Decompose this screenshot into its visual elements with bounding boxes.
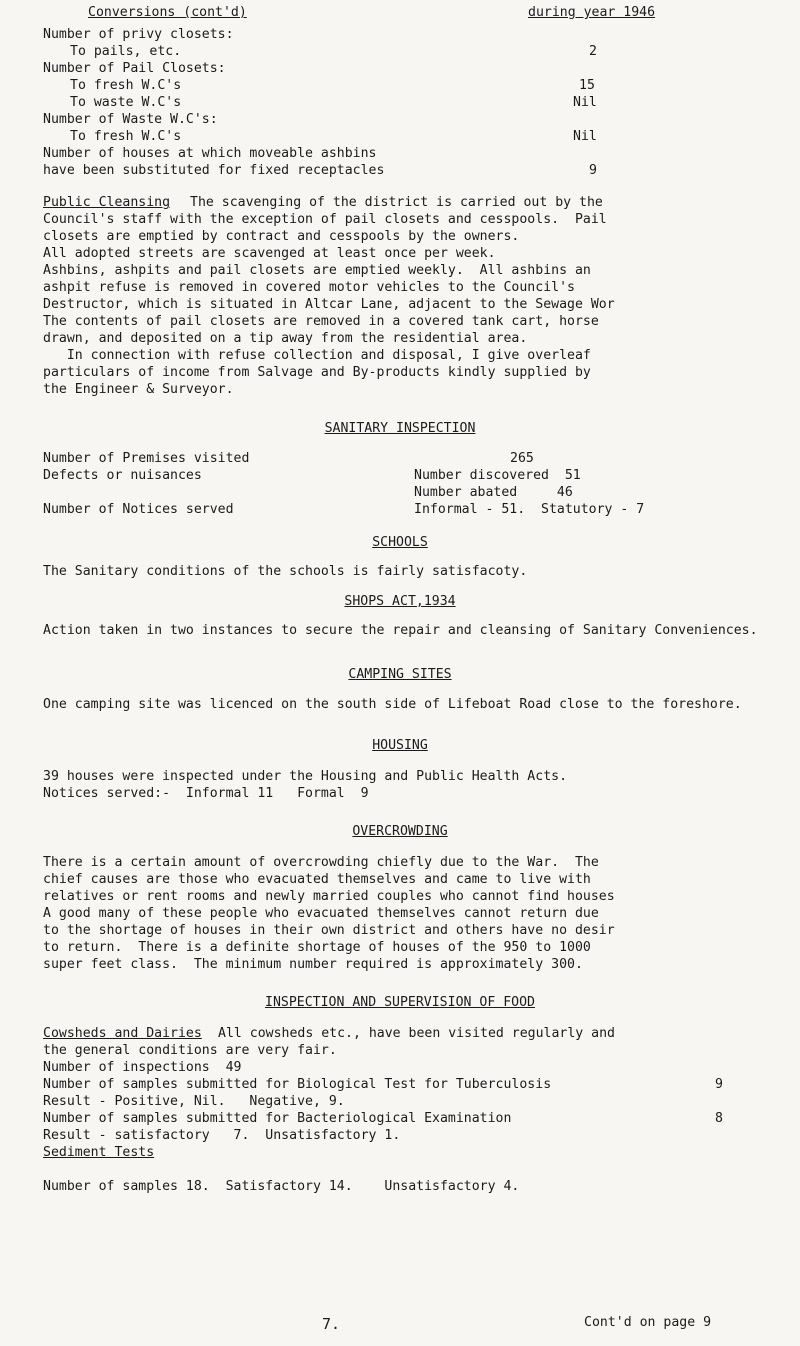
defects-label: Defects or nuisances — [43, 468, 202, 483]
food-inspection-heading: INSPECTION AND SUPERVISION OF FOOD — [265, 995, 535, 1010]
continued-note: Cont'd on page 9 — [584, 1315, 712, 1330]
schools-heading: SCHOOLS — [372, 535, 428, 550]
paragraph-line: Destructor, which is situated in Altcar Lane, adjacent to the Sewage Wor — [43, 297, 615, 312]
paragraph-line: Council's staff with the exception of pail closets and cesspools. Pail — [43, 212, 607, 227]
housing-notices: Notices served:- Informal 11 Formal 9 — [43, 786, 369, 801]
food-line: Number of samples submitted for Bacteriological Examination — [43, 1111, 512, 1126]
defects-discovered: Number discovered 51 — [414, 468, 581, 483]
premises-value: 265 — [510, 451, 534, 466]
conversion-label: Number of privy closets: — [43, 27, 234, 42]
overcrowding-heading: OVERCROWDING — [352, 824, 448, 839]
housing-line: 39 houses were inspected under the Housing and Public Health Acts. — [43, 769, 568, 784]
cowsheds-heading: Cowsheds and Dairies — [43, 1026, 202, 1041]
conversion-label: Number of Waste W.C's: — [43, 112, 218, 127]
paragraph-line: relatives or rent rooms and newly married couples who cannot find houses — [43, 889, 615, 904]
paragraph-line: to the shortage of houses in their own district and others have no desir — [43, 923, 615, 938]
sediment-tests-line: Number of samples 18. Satisfactory 14. Unsatisfactory 4. — [43, 1179, 520, 1194]
paragraph-line: All adopted streets are scavenged at least once per week. — [43, 246, 496, 261]
sanitary-inspection-heading: SANITARY INSPECTION — [324, 421, 476, 436]
paragraph-line: the Engineer & Surveyor. — [43, 382, 234, 397]
paragraph-line: chief causes are those who evacuated themselves and came to live with — [43, 872, 591, 887]
camping-sites-text: One camping site was licenced on the south side of Lifeboat Road close to the foreshore. — [43, 697, 742, 712]
conversion-label: To fresh W.C's — [70, 78, 182, 93]
paragraph-line: The scavenging of the district is carried out by the — [190, 195, 603, 210]
conversion-value: 9 — [589, 163, 597, 178]
food-line: Result - Positive, Nil. Negative, 9. — [43, 1094, 345, 1109]
conversion-label: Number of Pail Closets: — [43, 61, 226, 76]
conversion-label: To pails, etc. — [70, 44, 182, 59]
paragraph-line: to return. There is a definite shortage of houses of the 950 to 1000 — [43, 940, 591, 955]
paragraph-line: Ashbins, ashpits and pail closets are emptied weekly. All ashbins an — [43, 263, 591, 278]
paragraph-line: ashpit refuse is removed in covered motor vehicles to the Council's — [43, 280, 575, 295]
camping-sites-heading: CAMPING SITES — [348, 667, 452, 682]
conversion-value: 15 — [579, 78, 595, 93]
food-line: the general conditions are very fair. — [43, 1043, 337, 1058]
housing-heading: HOUSING — [372, 738, 428, 753]
premises-label: Number of Premises visited — [43, 451, 250, 466]
schools-text: The Sanitary conditions of the schools is fairly satisfacoty. — [43, 564, 528, 579]
conversion-label: To fresh W.C's — [70, 129, 182, 144]
public-cleansing-heading: Public Cleansing — [43, 195, 171, 210]
notices-label: Number of Notices served — [43, 502, 234, 517]
notices-value: Informal - 51. Statutory - 7 — [414, 502, 645, 517]
defects-abated: Number abated 46 — [414, 485, 573, 500]
paragraph-line: drawn, and deposited on a tip away from the residential area. — [43, 331, 528, 346]
section-heading-conversions: Conversions (cont'd) — [88, 5, 247, 20]
paragraph-line: A good many of these people who evacuated themselves cannot return due — [43, 906, 599, 921]
food-line-value: 9 — [715, 1077, 723, 1092]
paragraph-line: The contents of pail closets are removed in a covered tank cart, horse — [43, 314, 599, 329]
conversion-label: have been substituted for fixed receptacles — [43, 163, 385, 178]
page-number: 7. — [322, 1315, 341, 1333]
paragraph-line: closets are emptied by contract and cesspools by the owners. — [43, 229, 520, 244]
period-label: during year 1946 — [528, 5, 656, 20]
food-line: Result - satisfactory 7. Unsatisfactory 1. — [43, 1128, 401, 1143]
sediment-tests-heading: Sediment Tests — [43, 1145, 155, 1160]
conversion-value: 2 — [589, 44, 597, 59]
food-line-value: 8 — [715, 1111, 723, 1126]
food-line: Number of samples submitted for Biological Test for Tuberculosis — [43, 1077, 552, 1092]
shops-act-heading: SHOPS ACT,1934 — [344, 594, 456, 609]
food-line: Number of inspections 49 — [43, 1060, 242, 1075]
conversion-value: Nil — [573, 95, 597, 110]
conversion-label: To waste W.C's — [70, 95, 182, 110]
paragraph-line: super feet class. The minimum number required is approximately 300. — [43, 957, 583, 972]
conversion-label: Number of houses at which moveable ashbins — [43, 146, 377, 161]
paragraph-line: particulars of income from Salvage and By-products kindly supplied by — [43, 365, 591, 380]
paragraph-line: There is a certain amount of overcrowding chiefly due to the War. The — [43, 855, 599, 870]
cowsheds-text: All cowsheds etc., have been visited regularly and — [218, 1026, 615, 1041]
conversion-value: Nil — [573, 129, 597, 144]
shops-act-text: Action taken in two instances to secure the repair and cleansing of Sanitary Conveniences. — [43, 623, 758, 638]
paragraph-line: In connection with refuse collection and disposal, I give overleaf — [43, 348, 591, 363]
